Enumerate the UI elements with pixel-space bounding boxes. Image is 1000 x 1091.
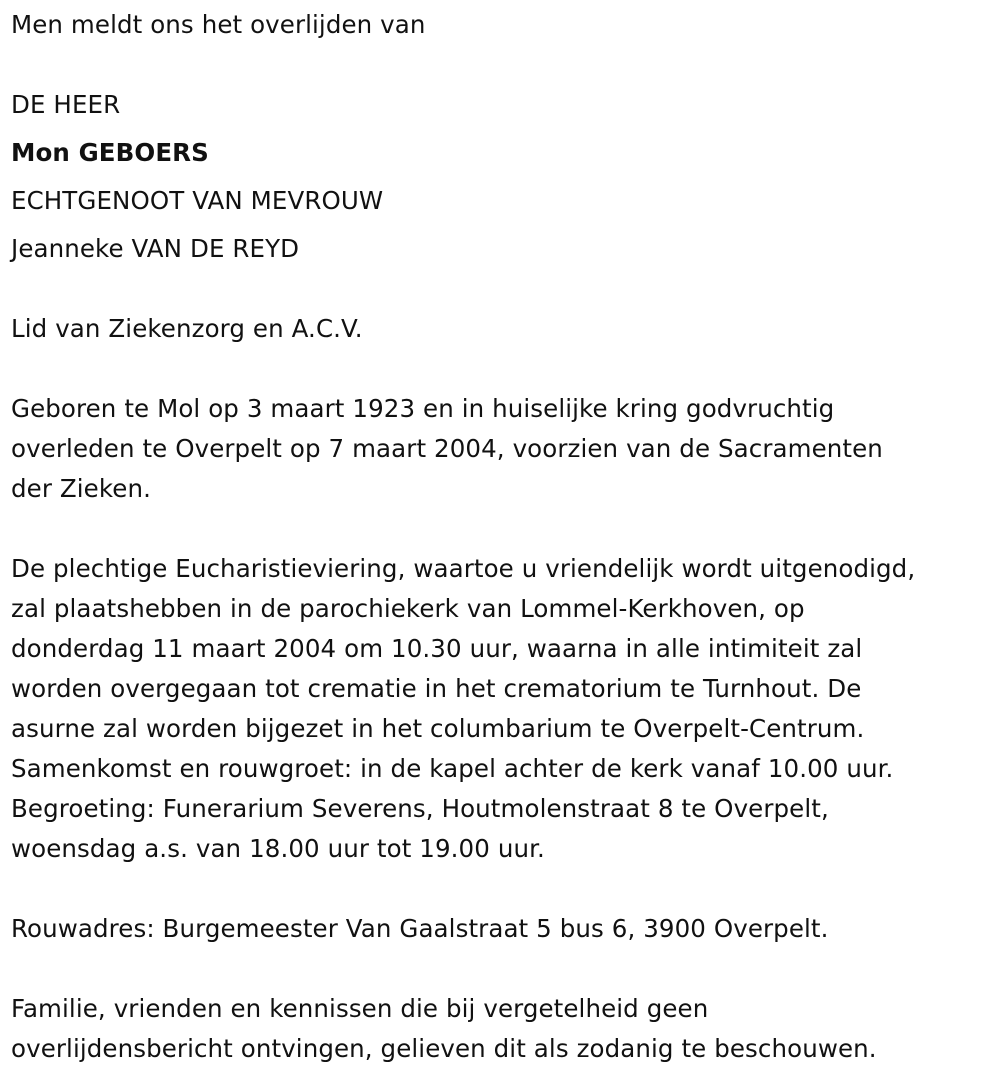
honorific-title: DE HEER (11, 90, 121, 119)
paragraph-line: donderdag 11 maart 2004 om 10.30 uur, waarna in alle intimiteit zal (11, 634, 863, 663)
intro-text: Men meldt ons het overlijden van (11, 10, 426, 39)
paragraph-line: woensdag a.s. van 18.00 uur tot 19.00 uur. (11, 834, 545, 863)
birth-death-paragraph (11, 389, 1000, 509)
paragraph-line: Geboren te Mol op 3 maart 1923 en in huiselijke kring godvruchtig (11, 394, 835, 423)
membership-text: Lid van Ziekenzorg en A.C.V. (11, 314, 363, 343)
paragraph-line: Samenkomst en rouwgroet: in de kapel achter de kerk vanaf 10.00 uur. (11, 754, 894, 783)
paragraph-line: der Zieken. (11, 474, 151, 503)
paragraph-line: overlijdensbericht ontvingen, gelieven dit als zodanig te beschouwen. (11, 1034, 877, 1063)
death-notice-document (0, 5, 1000, 1091)
spouse-label: ECHTGENOOT VAN MEVROUW (11, 186, 384, 215)
paragraph-line: zal plaatshebben in de parochiekerk van Lommel-Kerkhoven, op (11, 594, 805, 623)
closing-paragraph (11, 989, 1000, 1069)
deceased-name: Mon GEBOERS (11, 138, 209, 167)
spouse-name: Jeanneke VAN DE REYD (11, 234, 300, 263)
paragraph-line: Familie, vrienden en kennissen die bij vergetelheid geen (11, 994, 709, 1023)
paragraph-line: overleden te Overpelt op 7 maart 2004, voorzien van de Sacramenten (11, 434, 883, 463)
paragraph-line: worden overgegaan tot crematie in het crematorium te Turnhout. De (11, 674, 862, 703)
address-text: Rouwadres: Burgemeester Van Gaalstraat 5 bus 6, 3900 Overpelt. (11, 914, 829, 943)
paragraph-line: Begroeting: Funerarium Severens, Houtmolenstraat 8 te Overpelt, (11, 794, 829, 823)
paragraph-line: asurne zal worden bijgezet in het columbarium te Overpelt-Centrum. (11, 714, 865, 743)
ceremony-paragraph (11, 549, 1000, 869)
paragraph-line: De plechtige Eucharistieviering, waartoe u vriendelijk wordt uitgenodigd, (11, 554, 916, 583)
